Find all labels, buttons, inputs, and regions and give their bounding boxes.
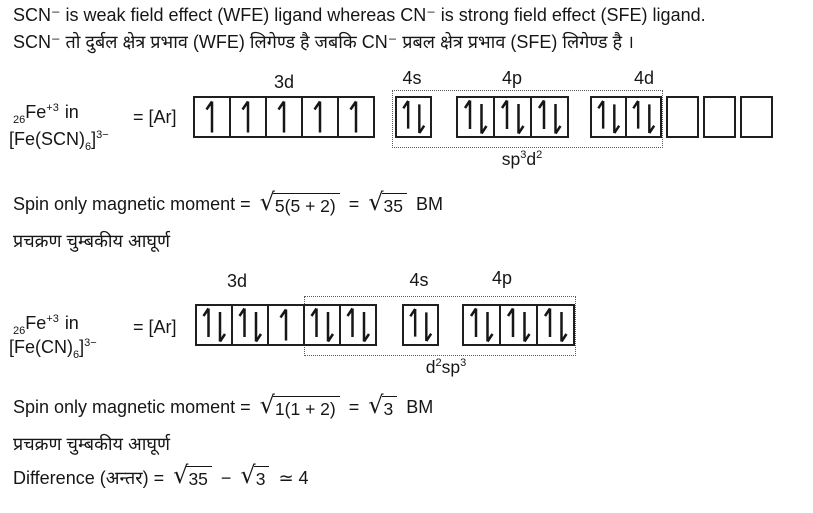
sqrt-expression: [368, 188, 407, 216]
complex-formula-fecn6: [9, 336, 97, 363]
hybridization-label-d2sp3: [426, 357, 466, 377]
paired-arrows-icon: [592, 98, 625, 136]
hybrid-base: d: [425, 357, 436, 377]
paired-arrows-icon: [627, 98, 660, 136]
spin-moment-equation-1: [13, 188, 444, 216]
spin-moment-hindi-2: प्रचक्रण चुम्बकीय आघूर्ण: [13, 434, 171, 454]
radicand: 35: [186, 466, 211, 489]
radicand: 1(1 + 2): [273, 396, 340, 419]
sqrt-expression: [259, 391, 340, 419]
up-arrow-icon: [303, 98, 337, 136]
difference-equation: [13, 461, 309, 490]
sqrt-expression: [240, 461, 269, 490]
paired-arrows-icon: [397, 98, 430, 136]
formula-bracket: ]: [91, 129, 97, 149]
hybrid-base: sp: [501, 149, 521, 169]
ligand-count: 6: [85, 141, 92, 153]
orbital-box-single-electron: [337, 96, 375, 138]
minus-sign: −: [220, 467, 232, 488]
hybridization-label-sp3d2: [502, 149, 542, 169]
paired-arrows-icon: [458, 98, 493, 136]
hybrid-exp: 2: [536, 149, 543, 161]
orbital-box-single-electron: [193, 96, 231, 138]
equation-label: Difference (अन्तर) =: [13, 468, 165, 488]
approx-result: ≃ 4: [278, 467, 309, 488]
paired-arrows-icon: [532, 98, 567, 136]
hybrid-exp: 2: [435, 357, 442, 369]
orbital-box-paired-electrons: [303, 304, 341, 346]
orbital-group-label-4p: 4p: [491, 268, 513, 288]
orbital-group-label-4p: 4p: [501, 68, 523, 88]
equation-label: Spin only magnetic moment =: [13, 194, 251, 215]
up-arrow-icon: [231, 98, 265, 136]
radical-sign: √: [368, 391, 384, 419]
radical-sign: √: [240, 461, 256, 490]
paired-arrows-icon: [538, 306, 573, 344]
unit-label: BM: [406, 397, 434, 418]
sqrt-expression: [368, 391, 397, 419]
orbital-box-paired-electrons: [231, 304, 269, 346]
paired-arrows-icon: [464, 306, 499, 344]
orbital-box-paired-electrons: [456, 96, 495, 138]
complex-charge: 3−: [84, 337, 97, 349]
complex-formula-fescn6: [9, 128, 109, 155]
orbital-box-empty: [703, 96, 736, 138]
orbital-box-paired-electrons: [590, 96, 627, 138]
element-symbol: Fe: [25, 102, 47, 122]
radicand: 5(5 + 2): [273, 193, 340, 216]
orbital-box-single-electron: [301, 96, 339, 138]
orbital-box-paired-electrons: [530, 96, 569, 138]
orbital-box-empty: [740, 96, 773, 138]
orbital-box-single-electron: [267, 304, 305, 346]
equation-label: Spin only magnetic moment =: [13, 397, 251, 418]
argon-core-label-1: = [Ar]: [133, 107, 177, 127]
up-arrow-icon: [269, 306, 303, 344]
radical-sign: √: [173, 461, 189, 490]
orbital-box-paired-electrons: [462, 304, 501, 346]
radical-sign: √: [259, 391, 275, 419]
hybrid-exp: 3: [460, 357, 467, 369]
orbital-box-paired-electrons: [499, 304, 538, 346]
up-arrow-icon: [267, 98, 301, 136]
orbital-box-empty: [666, 96, 699, 138]
radical-sign: √: [259, 188, 275, 216]
intro-hindi: SCN⁻ तो दुर्बल क्षेत्र प्रभाव (WFE) लिगेण्ड है जबकि CN⁻ प्रबल क्षेत्र प्रभाव (SFE) लिगेण्ड है ।: [13, 32, 634, 52]
formula-bracket: ]: [79, 337, 85, 357]
element-symbol: Fe: [25, 313, 47, 333]
formula-main: [Fe(SCN): [9, 129, 85, 149]
paired-arrows-icon: [404, 306, 437, 344]
paired-arrows-icon: [501, 306, 536, 344]
ion-charge: +3: [46, 102, 59, 114]
unit-label: BM: [416, 194, 444, 215]
ion-label-fescn6: [13, 101, 79, 128]
ion-charge: +3: [46, 313, 59, 325]
orbital-box-paired-electrons: [395, 96, 432, 138]
up-arrow-icon: [195, 98, 229, 136]
argon-core-label-2: = [Ar]: [133, 317, 177, 337]
up-arrow-icon: [339, 98, 373, 136]
paired-arrows-icon: [341, 306, 375, 344]
paired-arrows-icon: [233, 306, 267, 344]
orbital-box-paired-electrons: [625, 96, 662, 138]
radicand: 3: [382, 396, 398, 419]
orbital-box-paired-electrons: [195, 304, 233, 346]
orbital-box-paired-electrons: [402, 304, 439, 346]
orbital-group-label-4s: 4s: [409, 270, 429, 290]
spin-moment-hindi-1: प्रचक्रण चुम्बकीय आघूर्ण: [13, 231, 171, 251]
radicand: 3: [254, 466, 270, 489]
orbital-group-label-3d: 3d: [273, 72, 295, 92]
paired-arrows-icon: [305, 306, 339, 344]
radicand: 35: [382, 193, 407, 216]
intro-english: SCN⁻ is weak field effect (WFE) ligand whereas CN⁻ is strong field effect (SFE) ligand.: [13, 5, 706, 25]
hybrid-base: d: [526, 149, 537, 169]
sqrt-expression: [259, 188, 340, 216]
paired-arrows-icon: [495, 98, 530, 136]
radical-sign: √: [368, 188, 384, 216]
hybrid-exp: 3: [520, 149, 527, 161]
equals-sign: =: [348, 194, 360, 215]
atomic-number: 26: [13, 325, 26, 337]
ion-suffix: in: [64, 102, 79, 122]
hybrid-base: sp: [441, 357, 461, 377]
orbital-box-paired-electrons: [493, 96, 532, 138]
ion-label-fecn6: [13, 312, 79, 339]
atomic-number: 26: [13, 114, 26, 126]
paired-arrows-icon: [197, 306, 231, 344]
formula-main: [Fe(CN): [9, 337, 73, 357]
orbital-group-label-3d: 3d: [226, 271, 248, 291]
orbital-group-label-4d: 4d: [633, 68, 655, 88]
complex-charge: 3−: [96, 129, 109, 141]
orbital-box-single-electron: [265, 96, 303, 138]
ion-suffix: in: [64, 313, 79, 333]
orbital-box-paired-electrons: [536, 304, 575, 346]
equals-sign: =: [348, 397, 360, 418]
orbital-box-single-electron: [229, 96, 267, 138]
sqrt-expression: [173, 461, 212, 490]
ligand-count: 6: [73, 349, 80, 361]
orbital-group-label-4s: 4s: [402, 68, 422, 88]
spin-moment-equation-2: [13, 391, 434, 419]
orbital-box-paired-electrons: [339, 304, 377, 346]
